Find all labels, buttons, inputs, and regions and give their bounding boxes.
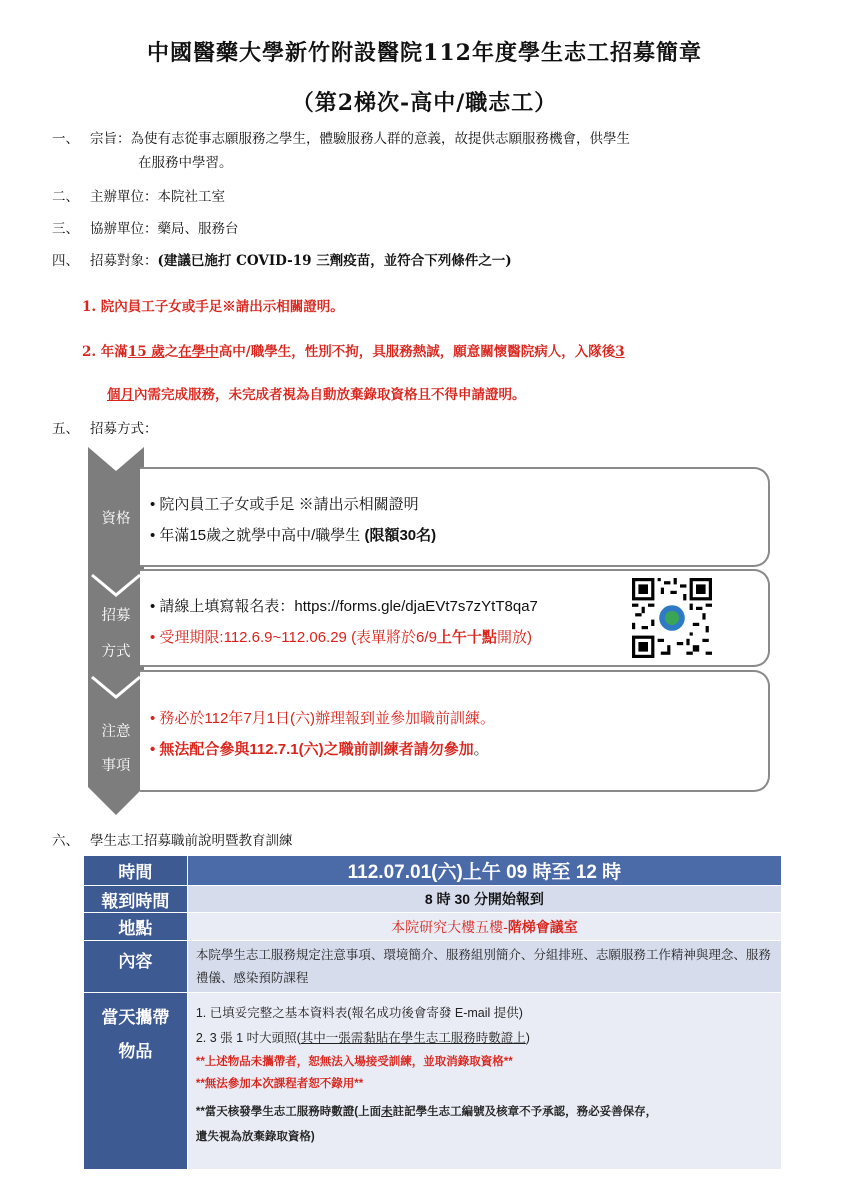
- signup-link-line[interactable]: • 請線上填寫報名表：https://forms.gle/djaEVt7s7zYtT8qa7: [150, 598, 538, 615]
- section-number: 五、: [52, 421, 79, 437]
- section-organizer: [52, 186, 225, 208]
- box-notice: [140, 670, 770, 792]
- vaccine-note: (建議已施打 COVID-19 三劑疫苗，並符合下列條件之一): [157, 253, 512, 269]
- period-text: • 受理期限:112.6.9~112.06.29 (表單將於6/9: [150, 629, 437, 646]
- notice-period: 。: [473, 741, 489, 758]
- section-recruit-method: [52, 418, 158, 440]
- qualification-item-1: • 院內員工子女或手足 ※請出示相關證明: [150, 496, 419, 513]
- notice-item-2: [150, 738, 489, 759]
- section-text: 協辦單位：藥局、服務台: [90, 221, 239, 237]
- notice-warning: • 無法配合參與112.7.1(六)之職前訓練者請勿參加: [150, 741, 474, 758]
- flow-label-notice-2: 事項: [101, 758, 131, 774]
- checkin-value: 8 時 30 分開始報到: [187, 886, 781, 913]
- place-room: 階梯會議室: [507, 918, 578, 935]
- table-row: [84, 886, 782, 913]
- flow-label-notice-1: 注意: [101, 724, 131, 740]
- table-row: [84, 856, 782, 886]
- section-text: 為使有志從事志願服務之學生，體驗服務人群的意義，故提供志願服務機會，供學生: [130, 131, 630, 147]
- cond2-age: 15 歲: [127, 344, 165, 360]
- qualification-text: • 年滿15歲之就學中高中/職學生: [150, 527, 365, 544]
- signup-period: [150, 626, 532, 647]
- items-value: [187, 993, 781, 1170]
- section-label: 宗旨：: [90, 131, 131, 147]
- flow-label-qualification: 資格: [101, 511, 131, 527]
- qr-code-icon[interactable]: [632, 578, 712, 658]
- condition-2-cont: [107, 383, 526, 403]
- section-purpose: [52, 128, 630, 150]
- section-number: 六、: [52, 833, 79, 849]
- section-number: 二、: [52, 189, 79, 205]
- warn-3-cont: 遺失視為放棄錄取資格): [195, 1131, 315, 1143]
- section-label: 招募對象：: [90, 253, 158, 269]
- item-2-text: 2. 3 張 1 吋大頭照(: [195, 1031, 301, 1045]
- item-2-note: 其中一張需黏貼在學生志工服務時數證上: [300, 1031, 526, 1045]
- item-2-text: ): [525, 1031, 530, 1045]
- item-2: [196, 1026, 773, 1051]
- condition-2: [82, 340, 625, 360]
- place-building: 本院研究大樓五樓-: [391, 918, 508, 935]
- table-row: [84, 993, 782, 1170]
- notice-item-1: • 務必於112年7月1日(六)辦理報到並參加職前訓練。: [150, 710, 496, 727]
- cond2-text: 內需完成服務，未完成者視為自動放棄錄取資格且不得申請證明。: [134, 387, 526, 403]
- items-label-line1: 當天攜帶: [101, 1008, 170, 1027]
- warn-3: [196, 1099, 773, 1125]
- content-label: 內容: [84, 941, 188, 993]
- warn-2: **無法參加本次課程者恕不錄用**: [195, 1078, 364, 1090]
- cond2-enrolled: 在學中: [178, 344, 219, 360]
- section-recruit-target: [52, 250, 512, 272]
- warn-1: **上述物品未攜帶者，恕無法入場接受訓練，並取消錄取資格**: [195, 1056, 513, 1068]
- training-table: [83, 855, 782, 1170]
- page-title: 中國醫藥大學新竹附設醫院112年度學生志工招募簡章: [147, 40, 702, 66]
- period-time: 上午十點: [436, 629, 497, 646]
- section-training: [52, 830, 293, 852]
- cond2-text: 2. 年滿: [82, 344, 128, 360]
- page-subtitle: （第2梯次-高中/職志工）: [291, 90, 558, 116]
- qualification-item-2: [150, 524, 436, 545]
- section-purpose-cont: 在服務中學習。: [138, 155, 233, 171]
- period-text: 開放): [496, 629, 532, 646]
- box-qualification: [140, 467, 770, 567]
- checkin-label: 報到時間: [84, 886, 188, 913]
- section-text: 招募方式：: [90, 421, 158, 437]
- section-number: 一、: [52, 131, 79, 147]
- warn-3-text: 註記學生志工編號及核章不予承認，務必妥善保存，: [392, 1106, 658, 1118]
- cond2-months-unit: 個月: [107, 387, 134, 403]
- quota-note: (限額30名): [364, 527, 437, 544]
- section-number: 四、: [52, 253, 79, 269]
- place-value: [187, 913, 781, 941]
- warn-3-text: **當天核發學生志工服務時數證(上面: [195, 1106, 382, 1118]
- section-co-organizer: [52, 218, 239, 240]
- flow-label-method-1: 招募: [101, 608, 131, 624]
- time-label: 時間: [84, 856, 188, 886]
- cond2-text: 高中/職學生，性別不拘，具服務熱誠，願意關懷醫院病人，入隊後: [218, 344, 616, 360]
- flow-label-method-2: 方式: [101, 644, 131, 660]
- cond2-text: 之: [164, 344, 179, 360]
- time-value: 112.07.01(六)上午 09 時至 12 時: [187, 856, 781, 886]
- warn-3-not: 未: [381, 1106, 393, 1118]
- condition-1: 1. 院內員工子女或手足※請出示相關證明。: [82, 299, 344, 315]
- section-text: 主辦單位：本院社工室: [90, 189, 225, 205]
- items-label: [84, 993, 188, 1170]
- table-row: [84, 913, 782, 941]
- cond2-months: 3: [615, 344, 625, 360]
- section-number: 三、: [52, 221, 79, 237]
- item-1: 1. 已填妥完整之基本資料表(報名成功後會寄發 E-mail 提供): [195, 1006, 523, 1020]
- place-label: 地點: [84, 913, 188, 941]
- section-text: 學生志工招募職前說明暨教育訓練: [90, 833, 293, 849]
- table-row: [84, 941, 782, 993]
- items-label-line2: 物品: [118, 1042, 153, 1061]
- content-value: 本院學生志工服務規定注意事項、環境簡介、服務組別簡介、分組排班、志願服務工作精神與理念、服務禮儀、感染預防課程: [187, 941, 781, 993]
